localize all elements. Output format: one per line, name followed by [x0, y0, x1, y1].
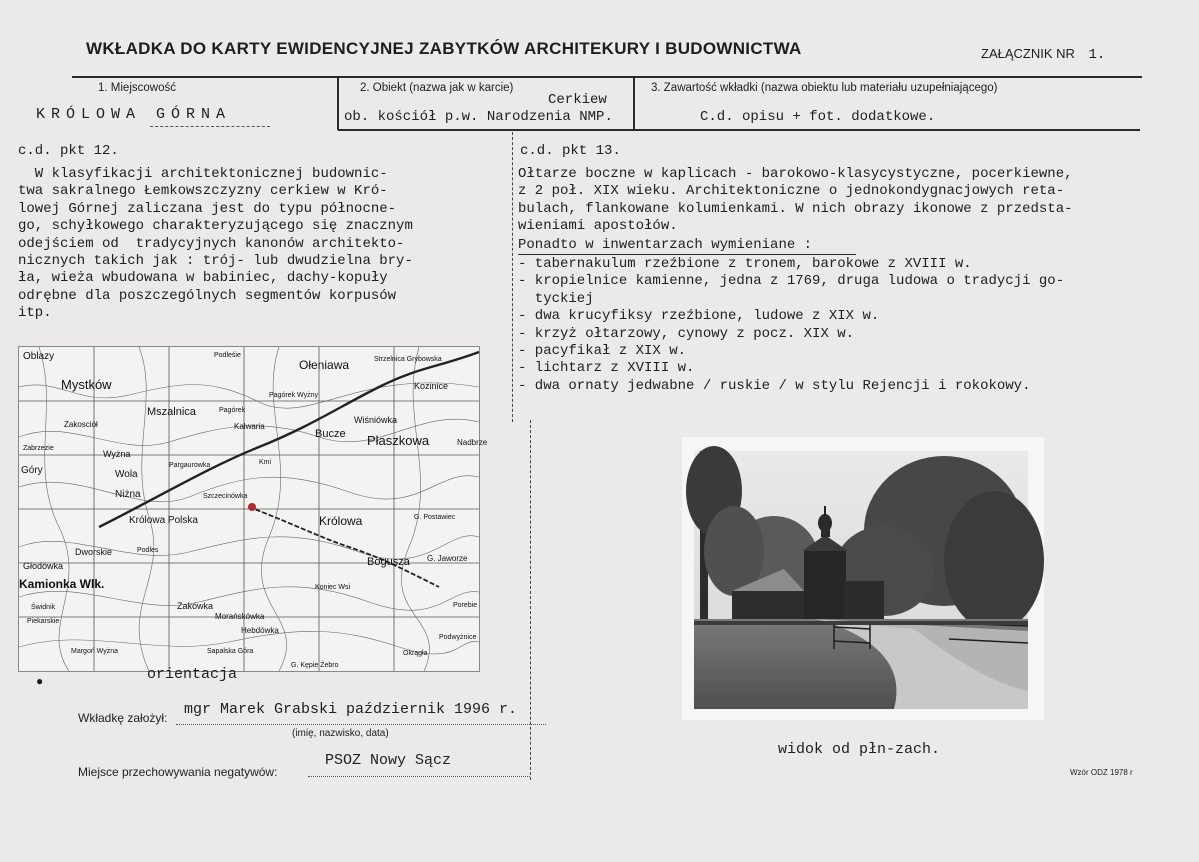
inventory-item-line: - dwa ornaty jedwabne / ruskie / w stylu Rejencji i rokokowy.	[518, 377, 1031, 394]
inventory-intro-underline	[518, 254, 856, 255]
column-divider	[512, 132, 513, 422]
right-paragraph-line: z 2 poł. XIX wieku. Architektoniczne o jednokondygnacjowych reta-	[518, 183, 1065, 200]
header-divider-2	[633, 76, 635, 130]
attachment-number	[981, 46, 1105, 63]
map-label: Okrągła	[403, 650, 428, 657]
map-label: Zakosciół	[64, 420, 98, 429]
inventory-item-line: - lichtarz z XVIII w.	[518, 360, 695, 377]
church-photo-image	[694, 451, 1028, 709]
map-label: Mszalnica	[147, 406, 196, 418]
map-label: Zabrzezie	[23, 445, 54, 452]
map-label: Podwyżnice	[439, 634, 477, 641]
map-label: Wiśniówka	[354, 415, 398, 425]
photo-caption: widok od płn-zach.	[778, 741, 941, 758]
inventory-item-line: - pacyfikał z XIX w.	[518, 343, 687, 359]
right-heading: c.d. pkt 13.	[520, 143, 621, 159]
map-label: Głodówka	[23, 561, 64, 571]
map-label: Płaszkowa	[367, 433, 430, 448]
left-paragraph-line: go, schyłkowego charakteryzującego się znacznym	[18, 218, 413, 235]
left-paragraph-line: itp.	[18, 305, 52, 322]
map-label: Mystków	[61, 377, 112, 392]
map-label: Królowa	[319, 514, 363, 528]
map-label: G. Postawiec	[414, 514, 456, 521]
orientation-map	[18, 346, 488, 672]
map-label: Zakówka	[177, 601, 214, 611]
locality-label: 1. Miejscowość	[98, 82, 176, 94]
map-label: Dworskie	[75, 547, 113, 557]
inventory-item-line: - krzyż ołtarzowy, cynowy z pocz. XIX w.	[518, 325, 855, 342]
map-label: Margoń Wyżna	[71, 648, 119, 655]
inventory-intro: Ponadto w inwentarzach wymieniane :	[518, 237, 813, 253]
created-by-value: mgr Marek Grabski październik 1996 r.	[184, 701, 518, 718]
map-label: Niżna	[115, 489, 141, 500]
photo-frame	[682, 437, 1044, 720]
contents-label: 3. Zawartość wkładki (nazwa obiektu lub materiału uzupełniającego)	[651, 82, 998, 94]
map-label: Szczecinówka	[203, 493, 248, 500]
left-paragraph-line: odejściem od tradycyjnych kanonów architekto-	[18, 235, 405, 252]
map-label: Podles	[137, 547, 159, 554]
map-label: Koniec Wsi	[315, 584, 351, 591]
map-caption: orientacja	[147, 666, 238, 683]
map-graphic	[19, 347, 488, 671]
left-paragraph-line: odrębne dla poszczególnych segmentów korpusów	[18, 287, 397, 304]
map-label: Pargaurowka	[169, 462, 211, 469]
negatives-value: PSOZ Nowy Sącz	[325, 752, 452, 769]
negatives-dotline	[308, 776, 530, 777]
map-label: Kamionka Wlk.	[19, 577, 105, 591]
left-heading: c.d. pkt 12.	[18, 143, 119, 159]
locality-value: KRÓLOWA GÓRNA	[36, 106, 232, 123]
left-paragraph-line: lowej Górnej zaliczana jest do typu północne-	[18, 200, 397, 217]
map-label: Hebdówka	[241, 626, 279, 635]
attachment-label: ZAŁĄCZNIK NR	[981, 46, 1075, 61]
right-paragraph-line: bulach, flankowane kolumienkami. W nich obrazy ikonowe z przedsta-	[518, 200, 1073, 217]
inventory-item-line: - kropielnice kamienne, jedna z 1769, druga ludowa o tradycji go-	[518, 273, 1065, 290]
inventory-item-line: - dwa krucyfiksy rzeźbione, ludowe z XIX w.	[518, 308, 880, 325]
map-label: Wola	[115, 469, 138, 480]
map-label: Pagórek	[219, 407, 246, 414]
map-label: Kmi	[259, 459, 272, 466]
map-label: Kozinice	[414, 381, 449, 391]
object-value: ob. kościół p.w. Narodzenia NMP.	[344, 109, 613, 125]
contents-value: C.d. opisu + fot. dodatkowe.	[700, 109, 936, 125]
form-code: Wzór ODZ 1978 r	[1070, 768, 1133, 777]
inventory-item-line: - tabernakulum rzeźbione z tronem, barokowe z XVIII w.	[518, 256, 972, 272]
column-divider-lower	[530, 420, 531, 780]
church-photo	[694, 451, 1028, 709]
map-label: Kalwaria	[234, 422, 265, 431]
left-paragraph-line: nicznych takich jak : trój- lub dwudzielna bry-	[18, 253, 413, 269]
header-bottom-rule	[338, 129, 1140, 131]
map-label: Porebie	[453, 602, 478, 609]
document-title: WKŁADKA DO KARTY EWIDENCYJNEJ ZABYTKÓW ARCHITEKURY I BUDOWNICTWA	[86, 39, 802, 58]
map-label: G. Jaworze	[427, 554, 468, 563]
map-label: Ołeniawa	[299, 358, 350, 372]
inventory-item-line: tyckiej	[518, 290, 594, 307]
header-divider-1	[337, 76, 339, 130]
map-label: Sapalska Góra	[207, 648, 254, 655]
created-by-hint: (imię, nazwisko, data)	[292, 728, 389, 739]
map-label: Świdnik	[31, 604, 56, 611]
created-by-dotline	[176, 724, 546, 725]
map-label: Pagórek Wyżny	[269, 392, 318, 399]
left-paragraph-line: ła, wieża wbudowana w babiniec, dachy-kopuły	[18, 270, 388, 287]
map-label: Góry	[21, 465, 43, 476]
map-label: Piekarskie	[27, 618, 60, 625]
map-label: G. Kępie Żebro	[291, 662, 339, 669]
right-paragraph-line: Ołtarze boczne w kaplicach - barokowo-klasycystyczne, pocerkiewne,	[518, 166, 1073, 182]
map-label: Podleśie	[214, 352, 241, 359]
left-paragraph-line: twa sakralnego Łemkowszczyzny cerkiew w Kró-	[18, 183, 388, 200]
negatives-label: Miejsce przechowywania negatywów:	[78, 765, 278, 779]
created-by-label: Wkładkę założył:	[78, 711, 168, 725]
object-value-overwrite: Cerkiew	[548, 92, 607, 108]
map-label: Strzelnica Grybowska	[374, 356, 442, 363]
map-label: Królowa Polska	[129, 515, 198, 526]
left-paragraph-line: W klasyfikacji architektonicznej budownic-	[18, 166, 388, 182]
bullet-dot: ●	[36, 674, 44, 688]
right-paragraph-line: wieniami apostołów.	[518, 218, 678, 235]
header-top-rule	[72, 76, 1142, 78]
map-label: Nadbrze	[457, 438, 488, 447]
attachment-value: 1.	[1088, 47, 1106, 63]
map-label: Bogusza	[367, 556, 410, 568]
map-label: Morańskówka	[215, 612, 265, 621]
map-label: Wyżna	[103, 449, 131, 459]
map-label: Bucze	[315, 428, 346, 440]
object-label: 2. Obiekt (nazwa jak w karcie)	[360, 82, 514, 94]
map-label: Oblazy	[23, 351, 55, 362]
